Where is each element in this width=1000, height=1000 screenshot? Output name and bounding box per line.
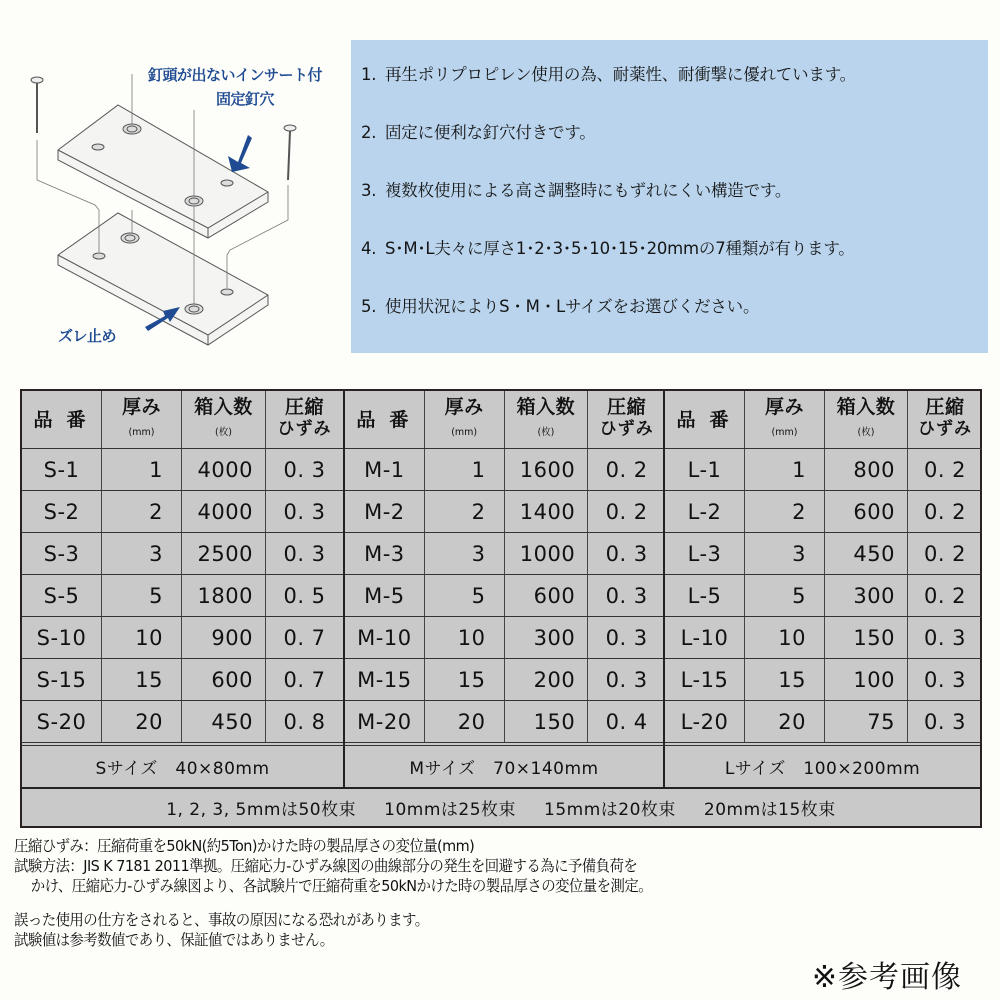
table-row bbox=[665, 533, 982, 575]
cell-quantity: 150 bbox=[505, 701, 589, 742]
cell-quantity: 1800 bbox=[182, 575, 266, 616]
cell-quantity: 150 bbox=[825, 617, 908, 658]
cell-strain: 0. 3 bbox=[605, 625, 648, 650]
callout-anti-slip-label: ズレ止め bbox=[58, 327, 117, 345]
cell-strain: 0. 8 bbox=[283, 709, 326, 734]
cell-code: M-10 bbox=[345, 617, 425, 658]
cell-thickness: 20 bbox=[102, 701, 182, 742]
cell-thickness: 2 bbox=[425, 491, 505, 532]
cell-quantity: 75 bbox=[825, 701, 908, 742]
cell-quantity: 600 bbox=[182, 659, 266, 700]
cell-strain: 0. 3 bbox=[283, 499, 326, 524]
note-compression-definition: 圧縮ひずみ：圧縮荷重を50kN(約5Ton)かけた時の製品厚さの変位量(mm) bbox=[14, 837, 475, 855]
table-row bbox=[345, 701, 665, 743]
cell-code: M-3 bbox=[345, 533, 425, 574]
cell-quantity: 200 bbox=[505, 659, 589, 700]
cell-quantity: 1400 bbox=[505, 491, 589, 532]
cell-code: S-1 bbox=[22, 449, 102, 490]
cell-strain: 0. 3 bbox=[605, 541, 648, 566]
cell-quantity: 600 bbox=[825, 491, 908, 532]
cell-quantity: 4000 bbox=[182, 449, 266, 490]
cell-thickness: 20 bbox=[425, 701, 505, 742]
cell-code: L-20 bbox=[665, 701, 745, 742]
feature-item: 4. S･M･L夫々に厚さ1･2･3･5･10･15･20mmの7種類が有ります。 bbox=[361, 239, 855, 258]
cell-thickness: 2 bbox=[745, 491, 825, 532]
callout-insert-label: 釘頭が出ないインサート付 bbox=[148, 66, 323, 84]
size-label-l: Lサイズ 100×200mm bbox=[663, 746, 980, 787]
cell-thickness: 15 bbox=[425, 659, 505, 700]
header-thickness: 厚み (mm) bbox=[425, 391, 505, 448]
cell-quantity: 600 bbox=[505, 575, 589, 616]
cell-strain: 0. 4 bbox=[605, 709, 648, 734]
cell-code: L-15 bbox=[665, 659, 745, 700]
table-row bbox=[345, 491, 665, 533]
cell-code: S-15 bbox=[22, 659, 102, 700]
cell-strain: 0. 3 bbox=[283, 457, 326, 482]
cell-thickness: 20 bbox=[745, 701, 825, 742]
spacer-plates-drawing bbox=[0, 0, 350, 370]
table-row bbox=[22, 659, 343, 701]
table-row bbox=[665, 617, 982, 659]
cell-thickness: 1 bbox=[102, 449, 182, 490]
cell-strain: 0. 3 bbox=[605, 667, 648, 692]
table-header-row bbox=[22, 391, 343, 449]
cell-code: M-15 bbox=[345, 659, 425, 700]
size-group-l bbox=[663, 391, 982, 745]
cell-thickness: 10 bbox=[425, 617, 505, 658]
header-compression-strain: 圧縮 ひずみ bbox=[277, 396, 332, 439]
cell-thickness: 1 bbox=[745, 449, 825, 490]
cell-thickness: 10 bbox=[745, 617, 825, 658]
cell-code: L-1 bbox=[665, 449, 745, 490]
table-row bbox=[345, 533, 665, 575]
cell-thickness: 5 bbox=[745, 575, 825, 616]
cell-quantity: 900 bbox=[182, 617, 266, 658]
cell-quantity: 4000 bbox=[182, 491, 266, 532]
cell-strain: 0. 3 bbox=[923, 667, 967, 692]
cell-quantity: 450 bbox=[182, 701, 266, 742]
feature-item: 2. 固定に便利な釘穴付きです。 bbox=[361, 123, 596, 142]
table-row bbox=[665, 659, 982, 701]
table-row bbox=[345, 617, 665, 659]
cell-code: M-1 bbox=[345, 449, 425, 490]
table-row bbox=[22, 617, 343, 659]
size-label-m: Mサイズ 70×140mm bbox=[343, 746, 663, 787]
note-test-method-cont: かけ、圧縮応力-ひずみ線図より、各試験片で圧縮荷重を50kNかけた時の製品厚さの変位量を測定。 bbox=[30, 877, 653, 895]
feature-list-box bbox=[351, 40, 988, 353]
cell-strain: 0. 2 bbox=[923, 583, 967, 608]
header-compression-strain: 圧縮 ひずみ bbox=[918, 396, 972, 439]
cell-strain: 0. 3 bbox=[605, 583, 648, 608]
cell-thickness: 2 bbox=[102, 491, 182, 532]
cell-thickness: 3 bbox=[102, 533, 182, 574]
cell-thickness: 3 bbox=[425, 533, 505, 574]
cell-code: L-5 bbox=[665, 575, 745, 616]
size-group-s bbox=[22, 391, 343, 745]
table-row bbox=[22, 575, 343, 617]
cell-code: S-2 bbox=[22, 491, 102, 532]
cell-thickness: 5 bbox=[425, 575, 505, 616]
bundle-info: 15mmは20枚束 bbox=[544, 800, 676, 820]
header-quantity: 箱入数 (枚) bbox=[182, 391, 266, 448]
table-header-row bbox=[665, 391, 982, 449]
cell-code: S-3 bbox=[22, 533, 102, 574]
note-misuse-warning: 誤った使用の仕方をされると、事故の原因になる恐れがあります。 bbox=[14, 911, 429, 929]
reference-image-label: ※参考画像 bbox=[811, 960, 962, 995]
table-row bbox=[345, 659, 665, 701]
cell-strain: 0. 2 bbox=[923, 457, 967, 482]
cell-strain: 0. 7 bbox=[283, 667, 326, 692]
cell-code: L-10 bbox=[665, 617, 745, 658]
cell-thickness: 15 bbox=[102, 659, 182, 700]
bundle-info: 10mmは25枚束 bbox=[384, 800, 517, 820]
size-group-m bbox=[343, 391, 665, 745]
table-row bbox=[22, 449, 343, 491]
feature-item: 5. 使用状況によりS・M・Lサイズをお選びください。 bbox=[361, 297, 760, 316]
header-quantity: 箱入数 (枚) bbox=[505, 391, 589, 448]
product-illustration bbox=[0, 0, 350, 370]
note-test-method: 試験方法：JIS K 7181 2011準拠。圧縮応力-ひずみ線図の曲線部分の発生を回避する為に予備負荷を bbox=[14, 857, 638, 875]
cell-code: M-5 bbox=[345, 575, 425, 616]
table-row bbox=[345, 575, 665, 617]
cell-thickness: 10 bbox=[102, 617, 182, 658]
header-quantity: 箱入数 (枚) bbox=[825, 391, 908, 448]
cell-strain: 0. 3 bbox=[283, 541, 326, 566]
table-row bbox=[665, 575, 982, 617]
spec-table bbox=[20, 389, 982, 828]
bundle-info: 1, 2, 3, 5mmは50枚束 bbox=[166, 800, 357, 820]
cell-code: L-3 bbox=[665, 533, 745, 574]
cell-strain: 0. 2 bbox=[923, 499, 967, 524]
cell-quantity: 300 bbox=[825, 575, 908, 616]
feature-item: 3. 複数枚使用による高さ調整時にもずれにくい構造です。 bbox=[361, 181, 792, 200]
cell-strain: 0. 2 bbox=[605, 499, 648, 524]
cell-quantity: 1000 bbox=[505, 533, 589, 574]
cell-code: L-2 bbox=[665, 491, 745, 532]
cell-strain: 0. 3 bbox=[923, 709, 967, 734]
cell-strain: 0. 5 bbox=[283, 583, 326, 608]
table-row bbox=[345, 449, 665, 491]
bundle-info: 20mmは15枚束 bbox=[703, 800, 836, 820]
header-thickness: 厚み (mm) bbox=[745, 391, 825, 448]
cell-strain: 0. 7 bbox=[283, 625, 326, 650]
feature-item: 1. 再生ポリプロピレン使用の為、耐薬性、耐衝撃に優れています。 bbox=[361, 65, 856, 84]
table-row bbox=[22, 533, 343, 575]
notes bbox=[14, 836, 925, 950]
header-thickness: 厚み (mm) bbox=[102, 391, 182, 448]
cell-quantity: 800 bbox=[825, 449, 908, 490]
cell-thickness: 1 bbox=[425, 449, 505, 490]
cell-quantity: 450 bbox=[825, 533, 908, 574]
header-code: 品番 bbox=[345, 391, 425, 448]
cell-code: M-2 bbox=[345, 491, 425, 532]
cell-quantity: 2500 bbox=[182, 533, 266, 574]
cell-thickness: 15 bbox=[745, 659, 825, 700]
note-not-guaranteed: 試験値は参考数値であり、保証値ではありません。 bbox=[14, 931, 334, 949]
table-row bbox=[665, 701, 982, 743]
cell-strain: 0. 2 bbox=[605, 457, 648, 482]
callout-nail-hole-label: 固定釘穴 bbox=[216, 90, 275, 108]
header-code: 品番 bbox=[665, 391, 745, 448]
cell-quantity: 100 bbox=[825, 659, 908, 700]
table-row bbox=[22, 491, 343, 533]
header-code: 品番 bbox=[22, 391, 102, 448]
size-row bbox=[22, 745, 980, 789]
cell-strain: 0. 2 bbox=[923, 541, 967, 566]
cell-strain: 0. 3 bbox=[923, 625, 967, 650]
table-row bbox=[665, 449, 982, 491]
table-row bbox=[665, 491, 982, 533]
cell-code: S-10 bbox=[22, 617, 102, 658]
cell-code: S-20 bbox=[22, 701, 102, 742]
cell-thickness: 3 bbox=[745, 533, 825, 574]
size-label-s: Sサイズ 40×80mm bbox=[95, 759, 270, 779]
cell-quantity: 300 bbox=[505, 617, 589, 658]
cell-thickness: 5 bbox=[102, 575, 182, 616]
table-header-row bbox=[345, 391, 665, 449]
table-row bbox=[22, 701, 343, 743]
bundle-row bbox=[22, 789, 980, 826]
header-compression-strain: 圧縮 ひずみ bbox=[599, 396, 654, 439]
cell-quantity: 1600 bbox=[505, 449, 589, 490]
cell-code: M-20 bbox=[345, 701, 425, 742]
cell-code: S-5 bbox=[22, 575, 102, 616]
